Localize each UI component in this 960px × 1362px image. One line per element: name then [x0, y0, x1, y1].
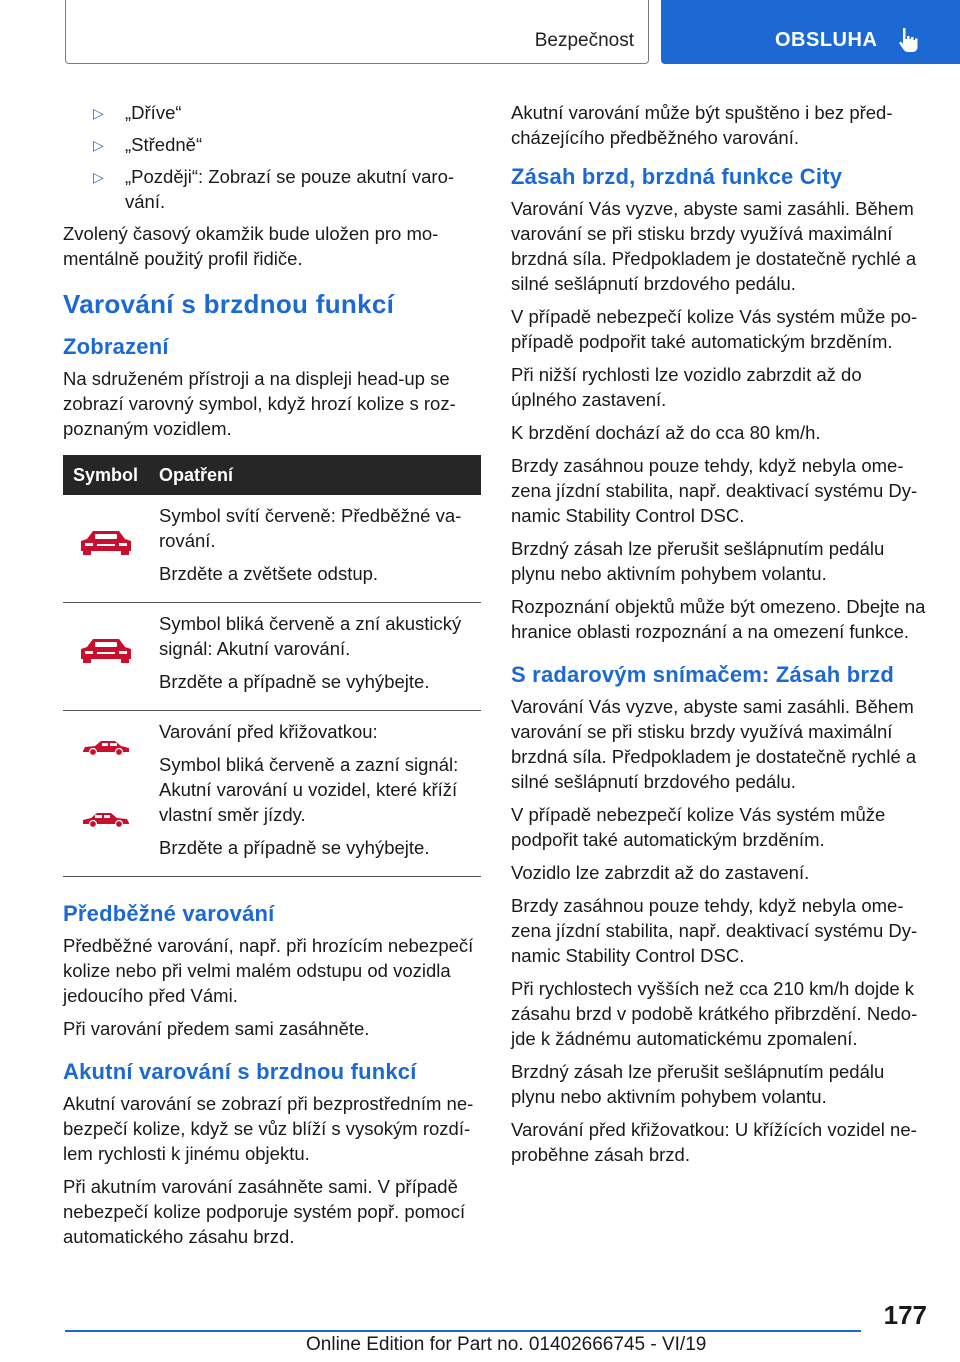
car-front-red-icon: [79, 637, 133, 663]
left-column: [63, 100, 481, 1257]
paragraph: Brzdy zasáhnou pouze tehdy, když nebyla omezena jízdní stabilita, např. deaktivací systému Dynamic Stability Control DSC.: [511, 455, 918, 526]
cell-text: Brzděte a případně se vyhýbejte.: [159, 837, 430, 858]
subsection-heading: Zobrazení: [63, 334, 169, 359]
subsection-heading: S radarovým snímačem: Zásah brzd: [511, 662, 894, 687]
edition-note: Online Edition for Part no. 01402666745 - VI/19: [306, 1334, 707, 1355]
header-frame: [65, 0, 649, 64]
triangle-bullet-icon: ▷: [93, 105, 104, 121]
chapter-tab-label: OBSLUHA: [775, 29, 878, 51]
section-title: Bezpečnost: [534, 30, 634, 51]
cell-text: Symbol svítí červeně: Předběžné varování.: [159, 505, 462, 551]
paragraph: Při nižší rychlosti lze vozidlo zabrzdit až do úplného zastavení.: [511, 364, 862, 410]
paragraph: Při rychlostech vyšších než cca 210 km/h dojde k zásahu brzd v podobě krátkého přibrzdění. Nedojde k žádnému automatickému zpomalení.: [511, 978, 918, 1049]
paragraph: Předběžné varování, např. při hrozícím nebezpečí kolize nebo při velmi malém odstupu od vozidla jedoucího před Vámi.: [63, 935, 474, 1006]
list-item: ▷ „Dříve“: [63, 100, 481, 125]
paragraph: V případě nebezpečí kolize Vás systém může podpořit také automatickým brzděním.: [511, 804, 886, 850]
paragraph: V případě nebezpečí kolize Vás systém může popřípadě podpořit také automatickým brzděním.: [511, 306, 918, 352]
subsection-heading: Zásah brzd, brzdná funkce City: [511, 164, 843, 189]
table-row: [63, 603, 481, 711]
cell-text: Varování před křižovatkou:: [159, 721, 378, 742]
page-number: 177: [883, 1300, 927, 1330]
column-header: Opatření: [149, 455, 481, 495]
cell-text: Brzděte a zvětšete odstup.: [159, 563, 379, 584]
subsection-heading: Předběžné varování: [63, 901, 275, 926]
hand-pointer-icon: [897, 26, 921, 54]
list-item: ▷ „Později“: Zobrazí se pouze akutní varování.: [93, 166, 455, 212]
car-side-red-icon: [81, 739, 131, 757]
triangle-bullet-icon: ▷: [93, 137, 104, 153]
paragraph: Varování před křižovatkou: U křížících vozidel neproběhne zásah brzd.: [511, 1119, 917, 1165]
table-row: [63, 711, 481, 877]
right-column: [511, 100, 931, 1175]
cell-text: Symbol bliká červeně a zní akustický signál: Akutní varování.: [159, 613, 462, 659]
car-side-red-icon: [81, 811, 131, 829]
subsection-heading: Akutní varování s brzdnou funkcí: [63, 1059, 417, 1084]
paragraph: Varování Vás vyzve, abyste sami zasáhli. Během varování se při stisku brzdy využívá maximální brzdná síla. Předpokladem je dostatečně rychlé a silné sešlápnutí brzdového pedálu.: [511, 198, 917, 294]
table-row: [63, 495, 481, 603]
car-front-red-icon: [79, 529, 133, 555]
paragraph: Varování Vás vyzve, abyste sami zasáhli. Během varování se při stisku brzdy využívá maximální brzdná síla. Předpokladem je dostatečně rychlé a silné sešlápnutí brzdového pedálu.: [511, 696, 917, 792]
paragraph: Zvolený časový okamžik bude uložen pro momentálně použitý profil řidiče.: [63, 223, 439, 269]
paragraph: Při akutním varování zasáhněte sami. V případě nebezpečí kolize podporuje systém popř. pomocí automatického zásahu brzd.: [63, 1176, 466, 1247]
paragraph: Brzdy zasáhnou pouze tehdy, když nebyla omezena jízdní stabilita, např. deaktivací systému Dynamic Stability Control DSC.: [511, 895, 918, 966]
symbol-table: [63, 455, 481, 877]
cell-text: Symbol bliká červeně a zazní signál: Akutní varování u vozidel, které kříží vlastní směr jízdy.: [159, 754, 459, 825]
footer-divider: [65, 1330, 861, 1332]
paragraph: Rozpoznání objektů může být omezeno. Dbejte na hranice oblasti rozpoznání a na omezení funkce.: [511, 596, 926, 642]
paragraph: Na sdruženém přístroji a na displeji head-up se zobrazí varovný symbol, když hrozí kolize s rozpoznaným vozidlem.: [63, 368, 456, 439]
paragraph: Akutní varování může být spuštěno i bez předcházejícího předběžného varování.: [511, 102, 893, 148]
chapter-tab[interactable]: [661, 0, 960, 64]
section-heading: Varování s brzdnou funkcí: [63, 289, 395, 319]
timing-options-list: [63, 100, 481, 214]
paragraph: Vozidlo lze zabrzdit až do zastavení.: [511, 862, 810, 883]
paragraph: Při varování předem sami zasáhněte.: [63, 1018, 370, 1039]
paragraph: Akutní varování se zobrazí při bezprostředním nebezpečí kolize, když se vůz blíží s vysokým rozdílem rychlosti k jinému objektu.: [63, 1093, 474, 1164]
column-header: Symbol: [63, 455, 149, 495]
triangle-bullet-icon: ▷: [93, 169, 104, 185]
cell-text: Brzděte a případně se vyhýbejte.: [159, 671, 430, 692]
paragraph: Brzdný zásah lze přerušit sešlápnutím pedálu plynu nebo aktivním pohybem volantu.: [511, 1061, 885, 1107]
table-header-row: [63, 455, 481, 495]
paragraph: Brzdný zásah lze přerušit sešlápnutím pedálu plynu nebo aktivním pohybem volantu.: [511, 538, 885, 584]
paragraph: K brzdění dochází až do cca 80 km/h.: [511, 422, 821, 443]
list-item: ▷ „Středně“: [63, 132, 481, 157]
